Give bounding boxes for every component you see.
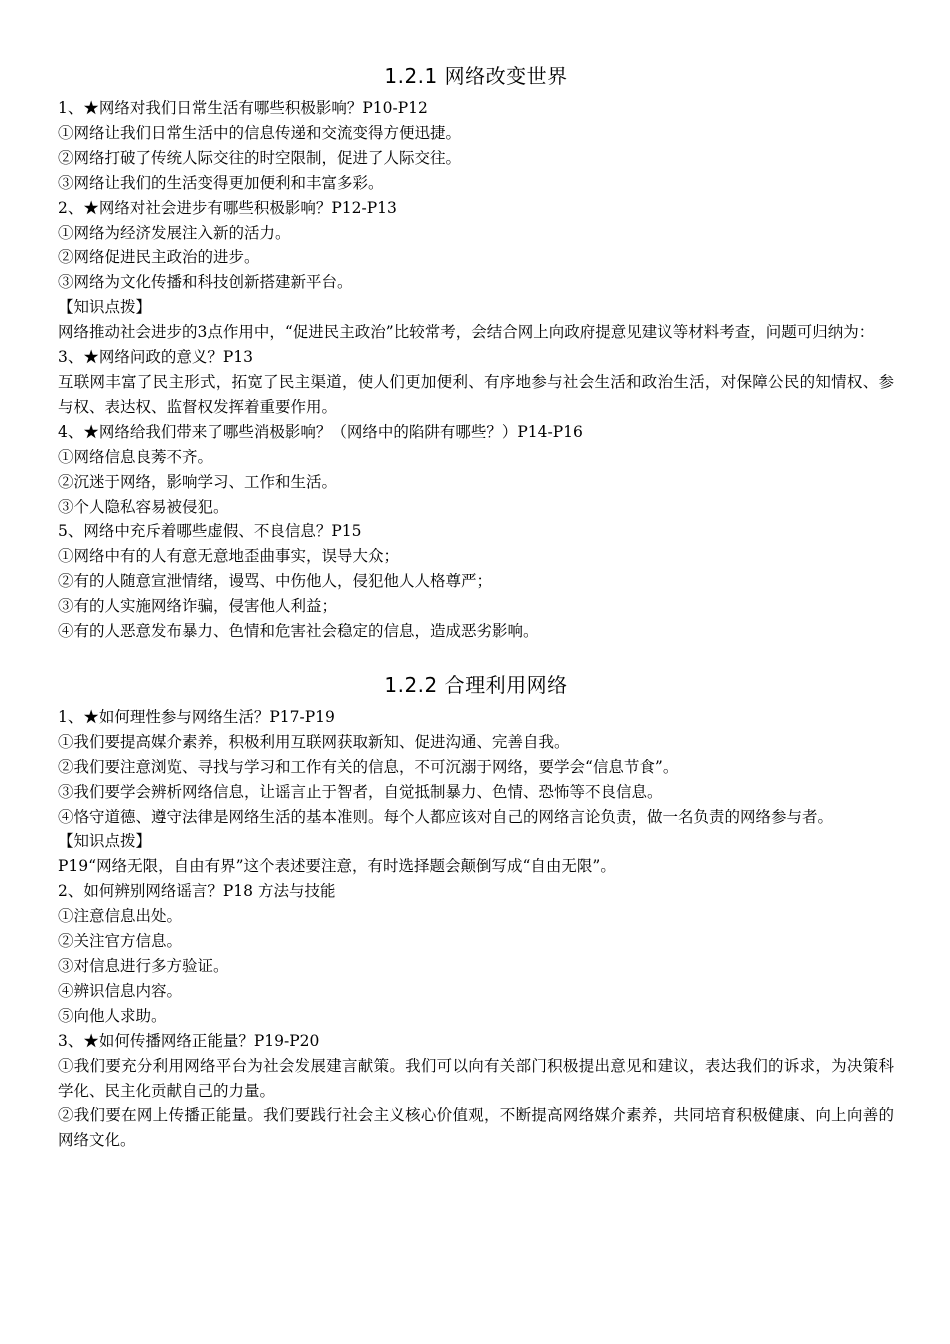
question-heading: 3、★如何传播网络正能量？P19-P20 <box>58 1031 320 1050</box>
question-heading: 3、★网络问政的意义？P13 <box>58 348 254 367</box>
knowledge-tip-text: P19“网络无限，自由有界”这个表述要注意，有时选择题会颠倒写成“自由无限”。 <box>58 857 616 876</box>
knowledge-tip-text: 网络推动社会进步的3点作用中，“促进民主政治”比较常考，会结合网上向政府提意见建议等材料考查，问题可归纳为： <box>58 323 875 342</box>
section-title: 1.2.1 网络改变世界 <box>384 64 568 88</box>
knowledge-tip-label: 【知识点拨】 <box>58 832 152 851</box>
answer-paragraph: 互联网丰富了民主形式，拓宽了民主渠道，使人们更加便利、有序地参与社会生活和政治生活，对保障公民的知情权、参与权、表达权、监督权发挥着重要作用。 <box>58 372 894 416</box>
answer-item: ①网络信息良莠不齐。 <box>58 447 214 466</box>
question-heading: 2、如何辨别网络谣言？P18 方法与技能 <box>58 882 336 901</box>
answer-item: ①网络中有的人有意无意地歪曲事实，误导大众； <box>58 547 400 566</box>
answer-item: ②关注官方信息。 <box>58 932 183 951</box>
answer-item: ①网络让我们日常生活中的信息传递和交流变得方便迅捷。 <box>58 123 462 142</box>
section-1-2-2 <box>58 671 894 1153</box>
answer-item: ④辨识信息内容。 <box>58 981 183 1000</box>
answer-paragraph: ④恪守道德、遵守法律是网络生活的基本准则。每个人都应该对自己的网络言论负责，做一名负责的网络参与者。 <box>58 807 834 826</box>
question-heading: 4、★网络给我们带来了哪些消极影响？（网络中的陷阱有哪些？）P14-P16 <box>58 422 583 441</box>
answer-item: ③个人隐私容易被侵犯。 <box>58 497 229 516</box>
answer-item: ③我们要学会辨析网络信息，让谣言止于智者，自觉抵制暴力、色情、恐怖等不良信息。 <box>58 782 663 801</box>
question-heading: 2、★网络对社会进步有哪些积极影响？P12-P13 <box>58 198 397 217</box>
answer-paragraph: ①我们要充分利用网络平台为社会发展建言献策。我们可以向有关部门积极提出意见和建议，表达我们的诉求，为决策科学化、民主化贡献自己的力量。 <box>58 1056 894 1100</box>
answer-item: ⑤向他人求助。 <box>58 1006 167 1025</box>
question-heading: 1、★如何理性参与网络生活？P17-P19 <box>58 707 335 726</box>
answer-item: ②我们要注意浏览、寻找与学习和工作有关的信息，不可沉溺于网络，要学会“信息节食”。 <box>58 757 679 776</box>
section-1-2-1 <box>58 62 894 644</box>
answer-item: ①我们要提高媒介素养，积极利用互联网获取新知、促进沟通、完善自我。 <box>58 732 570 751</box>
question-heading: 5、网络中充斥着哪些虚假、不良信息？P15 <box>58 522 362 541</box>
section-title: 1.2.2 合理利用网络 <box>384 672 568 697</box>
answer-item: ④有的人恶意发布暴力、色情和危害社会稳定的信息，造成恶劣影响。 <box>58 622 539 641</box>
answer-item: ③有的人实施网络诈骗，侵害他人利益； <box>58 597 338 616</box>
document-page <box>58 62 894 1153</box>
knowledge-tip-label: 【知识点拨】 <box>58 298 152 317</box>
answer-paragraph: ②我们要在网上传播正能量。我们要践行社会主义核心价值观，不断提高网络媒介素养，共同培育积极健康、向上向善的网络文化。 <box>58 1106 894 1150</box>
answer-item: ③网络让我们的生活变得更加便利和丰富多彩。 <box>58 173 384 192</box>
answer-item: ②有的人随意宣泄情绪，谩骂、中伤他人，侵犯他人人格尊严； <box>58 572 493 591</box>
answer-item: ②网络打破了传统人际交往的时空限制，促进了人际交往。 <box>58 148 462 167</box>
answer-item: ②网络促进民主政治的进步。 <box>58 248 260 267</box>
answer-item: ③对信息进行多方验证。 <box>58 957 229 975</box>
answer-item: ③网络为文化传播和科技创新搭建新平台。 <box>58 273 353 292</box>
answer-item: ①注意信息出处。 <box>58 907 183 926</box>
answer-item: ①网络为经济发展注入新的活力。 <box>58 223 291 242</box>
answer-item: ②沉迷于网络，影响学习、工作和生活。 <box>58 472 338 491</box>
question-heading: 1、★网络对我们日常生活有哪些积极影响？P10-P12 <box>58 99 428 117</box>
